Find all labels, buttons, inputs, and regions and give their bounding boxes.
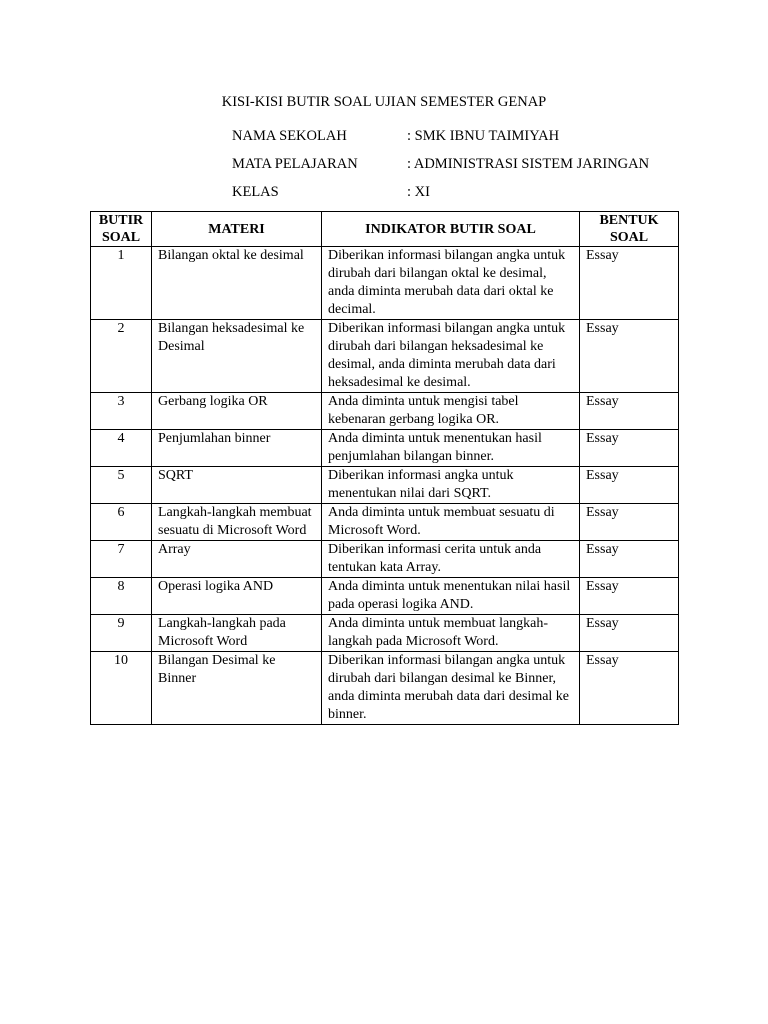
cell-indikator: Anda diminta untuk membuat langkah-langkah pada Microsoft Word. (322, 615, 580, 652)
header-materi: MATERI (152, 212, 322, 247)
cell-bentuk: Essay (580, 652, 679, 725)
document-title: KISI-KISI BUTIR SOAL UJIAN SEMESTER GENAP (221, 94, 547, 110)
info-value: : SMK IBNU TAIMIYAH (407, 128, 560, 144)
table-row (91, 247, 679, 320)
cell-indikator: Anda diminta untuk mengisi tabel kebenaran gerbang logika OR. (322, 393, 580, 430)
cell-materi: Langkah-langkah pada Microsoft Word (152, 615, 322, 652)
cell-number: 8 (91, 578, 152, 615)
table-row (91, 504, 679, 541)
cell-number: 4 (91, 430, 152, 467)
cell-materi: Gerbang logika OR (152, 393, 322, 430)
cell-materi: Bilangan oktal ke desimal (152, 247, 322, 320)
cell-materi: Array (152, 541, 322, 578)
info-label: KELAS (232, 184, 279, 200)
cell-materi: Penjumlahan binner (152, 430, 322, 467)
cell-indikator: Diberikan informasi bilangan angka untuk dirubah dari bilangan desimal ke Binner, anda diminta merubah data dari desimal ke binner. (322, 652, 580, 725)
cell-bentuk: Essay (580, 541, 679, 578)
table-row (91, 393, 679, 430)
cell-bentuk: Essay (580, 467, 679, 504)
cell-bentuk: Essay (580, 393, 679, 430)
cell-materi: Langkah-langkah membuat sesuatu di Microsoft Word (152, 504, 322, 541)
table-row (91, 430, 679, 467)
table-row (91, 578, 679, 615)
cell-materi: SQRT (152, 467, 322, 504)
cell-indikator: Diberikan informasi bilangan angka untuk dirubah dari bilangan oktal ke desimal, anda diminta merubah data dari oktal ke decimal. (322, 247, 580, 320)
header-bentuk-soal: BENTUK SOAL (580, 212, 679, 247)
grid-table (90, 211, 679, 725)
cell-number: 7 (91, 541, 152, 578)
cell-bentuk: Essay (580, 504, 679, 541)
cell-number: 3 (91, 393, 152, 430)
cell-number: 5 (91, 467, 152, 504)
cell-number: 10 (91, 652, 152, 725)
table-row (91, 541, 679, 578)
cell-indikator: Anda diminta untuk membuat sesuatu di Microsoft Word. (322, 504, 580, 541)
cell-bentuk: Essay (580, 578, 679, 615)
cell-number: 9 (91, 615, 152, 652)
table-row (91, 615, 679, 652)
table-header-row (91, 212, 679, 247)
cell-indikator: Diberikan informasi bilangan angka untuk dirubah dari bilangan heksadesimal ke desimal, anda diminta merubah data dari heksadesimal ke desimal. (322, 320, 580, 393)
info-value: : ADMINISTRASI SISTEM JARINGAN (407, 156, 650, 172)
info-label: NAMA SEKOLAH (232, 128, 347, 144)
cell-bentuk: Essay (580, 247, 679, 320)
table-row (91, 652, 679, 725)
table-body (91, 247, 679, 725)
table-row (91, 467, 679, 504)
cell-materi: Bilangan Desimal ke Binner (152, 652, 322, 725)
header-butir-soal: BUTIR SOAL (91, 212, 152, 247)
cell-number: 2 (91, 320, 152, 393)
cell-number: 1 (91, 247, 152, 320)
cell-bentuk: Essay (580, 430, 679, 467)
header-indikator: INDIKATOR BUTIR SOAL (322, 212, 580, 247)
cell-number: 6 (91, 504, 152, 541)
cell-bentuk: Essay (580, 615, 679, 652)
cell-indikator: Diberikan informasi cerita untuk anda tentukan kata Array. (322, 541, 580, 578)
cell-materi: Bilangan heksadesimal ke Desimal (152, 320, 322, 393)
cell-materi: Operasi logika AND (152, 578, 322, 615)
info-label: MATA PELAJARAN (232, 156, 358, 172)
cell-bentuk: Essay (580, 320, 679, 393)
info-value: : XI (407, 184, 430, 200)
cell-indikator: Anda diminta untuk menentukan nilai hasil pada operasi logika AND. (322, 578, 580, 615)
cell-indikator: Diberikan informasi angka untuk menentukan nilai dari SQRT. (322, 467, 580, 504)
table-row (91, 320, 679, 393)
cell-indikator: Anda diminta untuk menentukan hasil penjumlahan bilangan binner. (322, 430, 580, 467)
